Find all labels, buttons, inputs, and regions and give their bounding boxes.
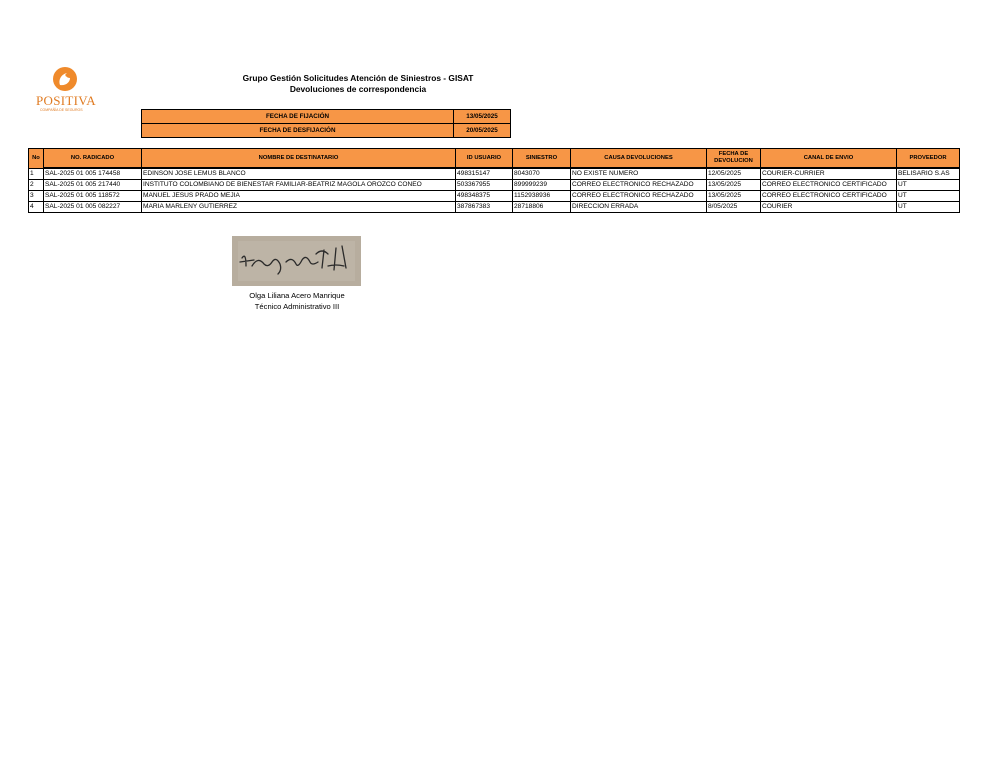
cell-id-usuario: 503367955 <box>456 180 513 191</box>
cell-causa: CORREO ELECTRONICO RECHAZADO <box>571 191 707 202</box>
cell-fecha-devolucion: 13/05/2025 <box>707 180 761 191</box>
cell-destinatario: EDINSON JOSE LEMUS BLANCO <box>142 168 456 180</box>
cell-radicado: SAL-2025 01 005 118572 <box>44 191 142 202</box>
desfijacion-row <box>142 124 511 138</box>
cell-radicado: SAL-2025 01 005 174458 <box>44 168 142 180</box>
cell-no: 2 <box>29 180 44 191</box>
cell-no: 4 <box>29 202 44 213</box>
cell-canal: CORREO ELECTRONICO CERTIFICADO <box>761 191 897 202</box>
cell-causa: NO EXISTE NUMERO <box>571 168 707 180</box>
desfijacion-label: FECHA DE DESFIJACIÓN <box>142 124 454 138</box>
signature-image <box>232 236 361 286</box>
column-header: NO. RADICADO <box>44 149 142 169</box>
column-header: FECHA DE DEVOLUCION <box>707 149 761 169</box>
signer-role: Técnico Administrativo III <box>254 302 340 311</box>
cell-causa: CORREO ELECTRONICO RECHAZADO <box>571 180 707 191</box>
cell-fecha-devolucion: 8/05/2025 <box>707 202 761 213</box>
table-row <box>29 180 960 191</box>
cell-destinatario: MANUEL JESUS PRADO MEJIA <box>142 191 456 202</box>
cell-id-usuario: 387867383 <box>456 202 513 213</box>
signer-name: Olga Liliana Acero Manrique <box>249 291 345 300</box>
cell-siniestro: 899999239 <box>513 180 571 191</box>
cell-proveedor: UT <box>897 202 960 213</box>
cell-canal: COURIER <box>761 202 897 213</box>
cell-id-usuario: 498315147 <box>456 168 513 180</box>
column-header: ID USUARIO <box>456 149 513 169</box>
column-header: CANAL DE ENVIO <box>761 149 897 169</box>
column-header: SINIESTRO <box>513 149 571 169</box>
document-title: Grupo Gestión Solicitudes Atención de Siniestros - GISAT <box>242 73 474 83</box>
fijacion-row <box>142 110 511 124</box>
column-header: NOMBRE DE DESTINATARIO <box>142 149 456 169</box>
cell-canal: COURIER-CURRIER <box>761 168 897 180</box>
cell-causa: DIRECCION ERRADA <box>571 202 707 213</box>
cell-no: 1 <box>29 168 44 180</box>
cell-canal: CORREO ELECTRONICO CERTIFICADO <box>761 180 897 191</box>
cell-destinatario: MARIA MARLENY GUTIERREZ <box>142 202 456 213</box>
table-header-row <box>29 149 960 169</box>
positiva-logo <box>34 66 96 114</box>
cell-id-usuario: 498348375 <box>456 191 513 202</box>
column-header: No <box>29 149 44 169</box>
cell-radicado: SAL-2025 01 005 082227 <box>44 202 142 213</box>
table-row <box>29 202 960 213</box>
positiva-flame-icon <box>52 66 78 92</box>
cell-siniestro: 28718806 <box>513 202 571 213</box>
cell-siniestro: 8043070 <box>513 168 571 180</box>
signer-block <box>212 290 382 312</box>
fijacion-label: FECHA DE FIJACIÓN <box>142 110 454 124</box>
dates-table <box>141 109 511 138</box>
cell-siniestro: 1152938936 <box>513 191 571 202</box>
logo-brand: POSITIVA <box>36 93 96 108</box>
document-title-block <box>200 73 516 95</box>
cell-destinatario: INSTITUTO COLOMBIANO DE BIENESTAR FAMILIAR-BEATRIZ MAGOLA OROZCO CONEO <box>142 180 456 191</box>
cell-fecha-devolucion: 13/05/2025 <box>707 191 761 202</box>
column-header: PROVEEDOR <box>897 149 960 169</box>
cell-proveedor: UT <box>897 180 960 191</box>
cell-radicado: SAL-2025 01 005 217440 <box>44 180 142 191</box>
column-header: CAUSA DEVOLUCIONES <box>571 149 707 169</box>
cell-fecha-devolucion: 12/05/2025 <box>707 168 761 180</box>
desfijacion-value: 20/05/2025 <box>454 124 511 138</box>
document-subtitle: Devoluciones de correspondencia <box>289 84 427 94</box>
fijacion-value: 13/05/2025 <box>454 110 511 124</box>
table-row <box>29 168 960 180</box>
table-row <box>29 191 960 202</box>
cell-proveedor: UT <box>897 191 960 202</box>
cell-no: 3 <box>29 191 44 202</box>
returns-table <box>28 148 960 213</box>
logo-tagline: COMPAÑÍA DE SEGUROS <box>40 108 83 112</box>
cell-proveedor: BELISARIO S.AS <box>897 168 960 180</box>
